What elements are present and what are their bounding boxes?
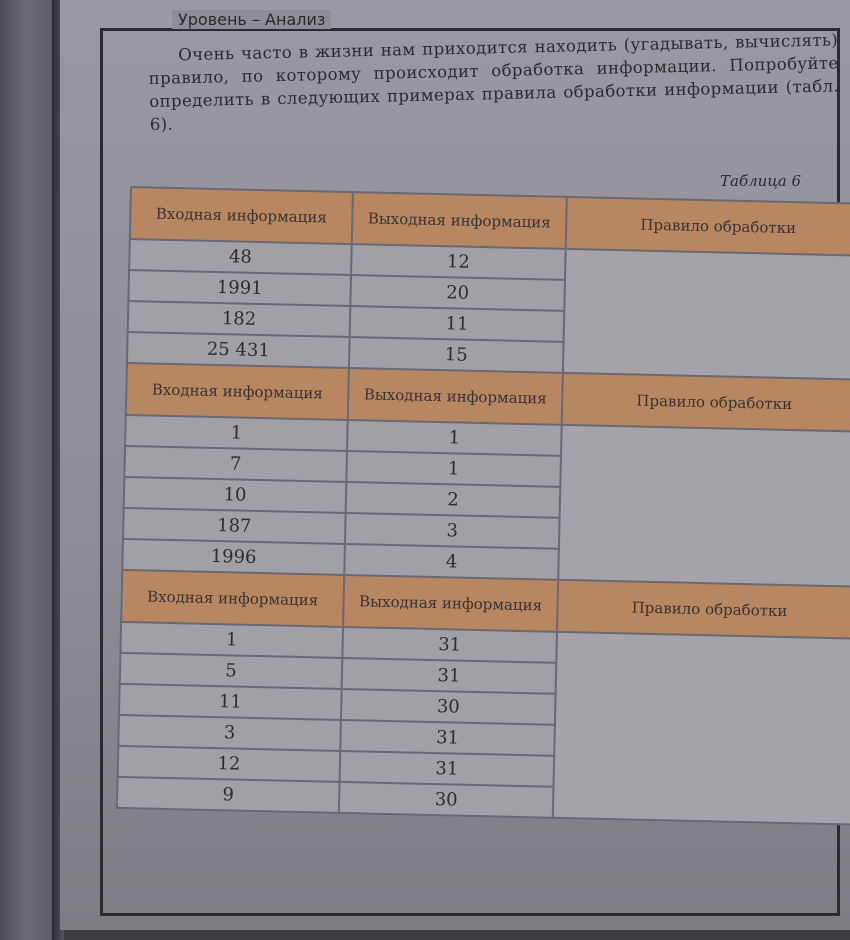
- header-rule: Правило обработки: [566, 197, 850, 256]
- output-cell: 31: [340, 751, 555, 787]
- header-rule: Правило обработки: [562, 373, 850, 432]
- textbook-page: [60, 0, 850, 930]
- input-cell: 11: [119, 684, 342, 720]
- output-cell: 20: [350, 275, 565, 311]
- table-container: [116, 186, 850, 826]
- input-cell: 7: [124, 446, 347, 482]
- output-cell: 1: [347, 420, 562, 456]
- output-cell: 2: [346, 482, 561, 518]
- input-cell: 3: [118, 715, 341, 751]
- adjacent-page: [0, 0, 58, 940]
- output-cell: 1: [346, 451, 561, 487]
- output-cell: 3: [345, 513, 560, 549]
- output-cell: 4: [344, 544, 559, 580]
- input-cell: 1: [125, 415, 348, 451]
- output-cell: 31: [342, 627, 557, 663]
- output-cell: 31: [340, 720, 555, 756]
- level-heading: Уровень – Анализ: [172, 10, 331, 29]
- input-cell: 1: [120, 622, 343, 658]
- rule-answer-cell: [563, 249, 850, 380]
- input-cell: 25 431: [127, 332, 350, 368]
- header-output: Выходная информация: [352, 192, 567, 249]
- output-cell: 12: [351, 244, 566, 280]
- input-cell: 1996: [122, 539, 345, 575]
- input-cell: 187: [123, 508, 346, 544]
- header-input: Входная информация: [126, 363, 349, 420]
- output-cell: 11: [350, 306, 565, 342]
- table-label: Таблица 6: [720, 172, 802, 190]
- header-input: Входная информация: [121, 570, 344, 627]
- header-output: Выходная информация: [348, 368, 563, 425]
- input-cell: 5: [120, 653, 343, 689]
- input-cell: 9: [117, 777, 340, 813]
- header-input: Входная информация: [130, 187, 353, 244]
- output-cell: 30: [339, 782, 554, 818]
- input-cell: 12: [118, 746, 341, 782]
- header-rule: Правило обработки: [557, 580, 850, 639]
- input-cell: 10: [124, 477, 347, 513]
- output-cell: 31: [342, 658, 557, 694]
- rule-answer-cell: [558, 425, 850, 587]
- output-cell: 15: [349, 337, 564, 373]
- input-cell: 1991: [128, 270, 351, 306]
- input-cell: 48: [129, 239, 352, 275]
- output-cell: 30: [341, 689, 556, 725]
- rule-answer-cell: [553, 632, 850, 825]
- table-body: [117, 187, 850, 825]
- processing-rules-table: [116, 186, 850, 826]
- intro-paragraph: Очень часто в жизни нам приходится находить (угадывать, вычислять) правило, по которому происходит обработка информации. Попробуйте определить в следующих примерах правила обработки информации (табл. 6).: [148, 30, 840, 134]
- header-output: Выходная информация: [343, 575, 558, 632]
- input-cell: 182: [128, 301, 351, 337]
